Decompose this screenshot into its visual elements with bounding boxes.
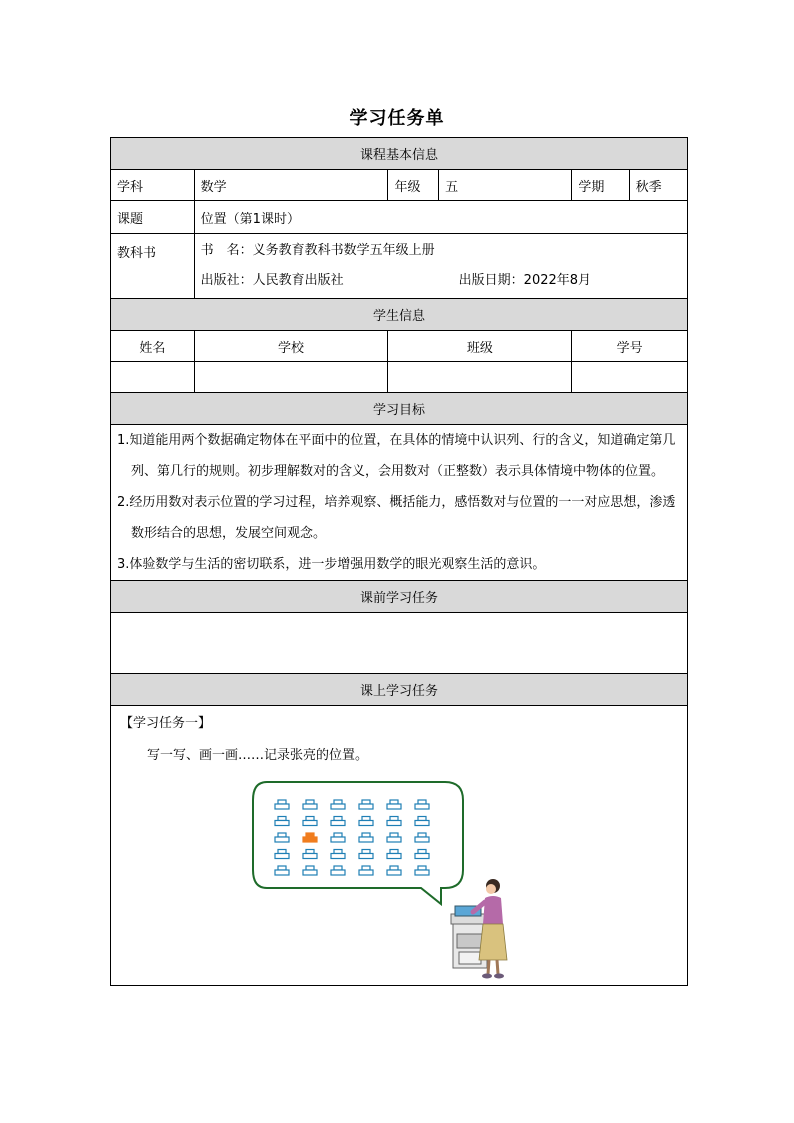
- student-info-header: 学生信息: [111, 299, 688, 331]
- goal-item-3: 3.体验数学与生活的密切联系，进一步增强用数学的眼光观察生活的意识。: [117, 557, 546, 572]
- in-class-area: [111, 706, 688, 986]
- name-field[interactable]: [111, 362, 195, 393]
- classroom-illustration: [249, 778, 509, 983]
- textbook-info: [194, 234, 687, 299]
- subject-label: 学科: [111, 170, 195, 201]
- publisher-row: [201, 266, 681, 296]
- pre-class-header: 课前学习任务: [111, 581, 688, 613]
- goal-item-1: 1.知道能用两个数据确定物体在平面中的位置，在具体的情境中认识列、行的含义，知道确定第几列、第几行的规则。初步理解数对的含义，会用数对（正整数）表示具体情境中物体的位置。: [117, 433, 676, 479]
- school-field[interactable]: [194, 362, 388, 393]
- book-name: 书 名：义务教育教科书数学五年级上册: [200, 243, 435, 258]
- subject-value: 数学: [194, 170, 388, 201]
- in-class-header: 课上学习任务: [111, 674, 688, 706]
- col-class: 班级: [388, 331, 572, 362]
- goal-item-2: 2.经历用数对表示位置的学习过程，培养观察、概括能力，感悟数对与位置的一一对应思想，渗透数形结合的思想，发展空间观念。: [117, 495, 676, 541]
- col-student-id: 学号: [572, 331, 688, 362]
- teacher-figure: [451, 879, 507, 979]
- grade-label: 年级: [388, 170, 439, 201]
- pre-class-area[interactable]: [111, 613, 688, 674]
- publish-date: 出版日期：2022年8月: [458, 273, 592, 288]
- goals-list: [111, 425, 688, 581]
- grade-value: 五: [439, 170, 572, 201]
- term-value: 秋季: [629, 170, 687, 201]
- student-id-field[interactable]: [572, 362, 688, 393]
- publisher: 出版社：人民教育出版社: [200, 273, 344, 288]
- term-label: 学期: [572, 170, 629, 201]
- task-instruction: 写一写、画一画……记录张亮的位置。: [147, 748, 369, 763]
- textbook-label: 教科书: [111, 234, 195, 299]
- task-title: 【学习任务一】: [120, 716, 212, 731]
- col-school: 学校: [194, 331, 388, 362]
- topic-label: 课题: [111, 201, 195, 234]
- task-sheet-table: [110, 137, 688, 986]
- col-name: 姓名: [111, 331, 195, 362]
- class-field[interactable]: [388, 362, 572, 393]
- topic-value: 位置（第1课时）: [194, 201, 687, 234]
- document-title: 学习任务单: [349, 108, 445, 129]
- course-info-header: 课程基本信息: [111, 138, 688, 170]
- goals-header: 学习目标: [111, 393, 688, 425]
